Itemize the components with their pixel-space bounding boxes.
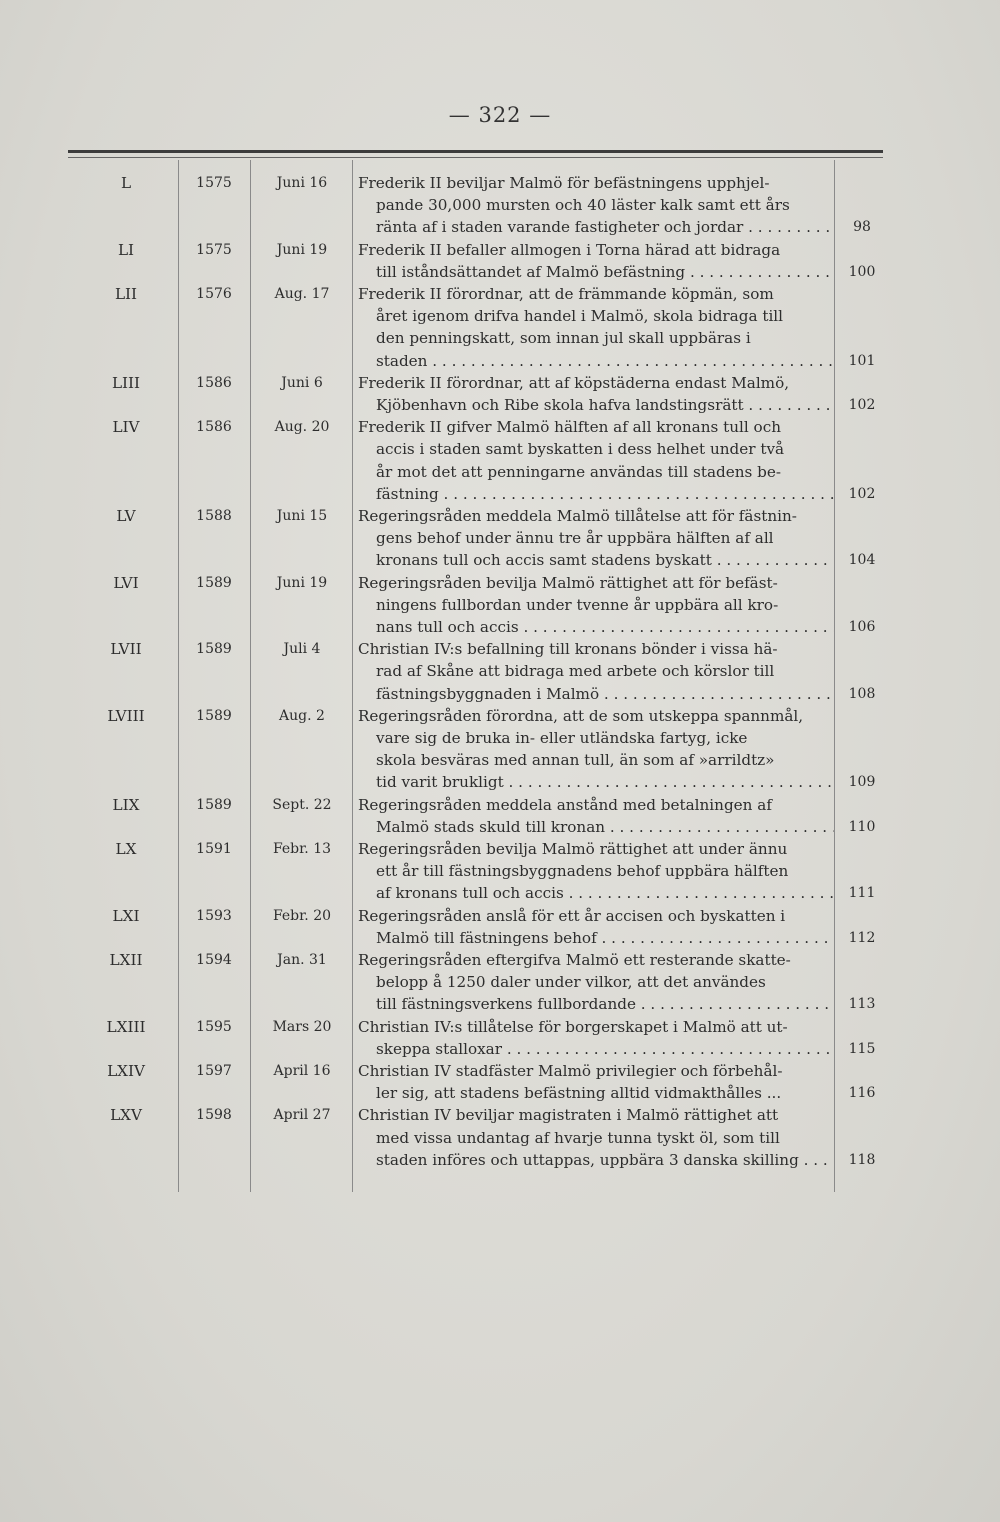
description-line: vare sig de bruka in- eller utländska fartyg, icke: [376, 729, 748, 747]
entry-description: [358, 1060, 834, 1104]
column-divider: [352, 160, 353, 1192]
description-line: Frederik II gifver Malmö hälften af all kronans tull och: [358, 418, 781, 437]
entry-number: LXII: [109, 951, 143, 969]
entry-number: LV: [116, 507, 136, 525]
description-line: pande 30,000 mursten och 40 läster kalk samt ett års: [376, 196, 790, 215]
entry-date: Juni 19: [276, 574, 328, 591]
entry-page-ref: 111: [848, 885, 876, 902]
entry-description: [358, 239, 834, 283]
entry-page-ref: 118: [848, 1151, 876, 1168]
description-line: Regeringsråden anslå för ett år accisen och byskatten i: [358, 906, 786, 925]
entry-year: 1594: [196, 952, 232, 968]
description-line: Regeringsråden bevilja Malmö rättighet att under ännu: [358, 840, 788, 858]
entry-page-ref: 98: [853, 219, 871, 236]
entry-year: 1575: [196, 175, 232, 191]
entry-date: Sept. 22: [272, 796, 332, 813]
entry-year: 1589: [196, 796, 232, 813]
entry-year: 1575: [196, 241, 232, 258]
entry-page-ref: 106: [848, 618, 876, 635]
entry-description: [358, 1016, 834, 1060]
entry-number: LVI: [113, 573, 139, 592]
description-line: nans tull och accis . . .: [358, 616, 834, 638]
entry-description: [358, 172, 834, 239]
description-line: Christian IV stadfäster Malmö privilegier och förbehål-: [358, 1062, 783, 1080]
description-line: af kronans tull och accis . . .: [358, 882, 834, 904]
entry-page-ref: 108: [848, 685, 876, 702]
description-line: fästningsbyggnaden i Malmö . . .: [358, 683, 834, 705]
entry-number: LI: [117, 240, 135, 259]
description-line: Christian IV:s befallning till kronans bönder i vissa hä-: [358, 640, 778, 659]
description-line: Frederik II befaller allmogen i Torna härad att bidraga: [358, 240, 781, 259]
description-line: staden . . .: [358, 350, 834, 372]
description-line: till iståndsättandet af Malmö befästning . . .: [358, 261, 834, 283]
description-line: fästning . . .: [358, 483, 834, 505]
description-line: Frederik II förordnar, att af köpstäderna endast Malmö,: [358, 373, 790, 392]
entry-date: Aug. 20: [274, 419, 330, 436]
entry-date: April 27: [273, 1107, 331, 1124]
entry-date: Febr. 20: [272, 907, 332, 924]
entry-description: [358, 949, 834, 1016]
entry-number: LXIII: [106, 1017, 146, 1036]
description-line: till fästningsverkens fullbordande . . .: [358, 993, 834, 1015]
entry-description: [358, 283, 834, 372]
description-line: Malmö stads skuld till kronan . . .: [358, 816, 834, 838]
entry-date: Juni 6: [281, 374, 323, 391]
description-line: skola besväras med annan tull, än som af »arrildtz»: [376, 751, 775, 770]
description-line: skeppa stalloxar . . .: [358, 1038, 834, 1060]
description-line: Christian IV beviljar magistraten i Malmö rättighet att: [358, 1106, 779, 1125]
page-number: — 322 —: [448, 103, 552, 127]
entry-date: Aug. 17: [274, 286, 330, 302]
description-line: Regeringsråden förordna, att de som utskeppa spannmål,: [358, 706, 804, 725]
entry-number: L: [120, 174, 132, 192]
description-line: Regeringsråden eftergifva Malmö ett resterande skatte-: [358, 951, 791, 969]
entry-date: Juni 16: [276, 175, 328, 191]
entry-number: LIII: [111, 373, 141, 392]
entry-date: Jan. 31: [277, 952, 327, 968]
entry-number: LXIV: [107, 1062, 145, 1080]
description-line: staden införes och uttappas, uppbära 3 danska skilling . . .: [358, 1149, 834, 1171]
entry-date: April 16: [273, 1063, 331, 1079]
description-line: Regeringsråden meddela Malmö tillåtelse att för fästnin-: [358, 507, 797, 525]
description-line: gens behof under ännu tre år uppbära hälften af all: [376, 529, 774, 548]
description-line: Christian IV:s tillåtelse för borgerskapet i Malmö att ut-: [358, 1017, 788, 1036]
entry-year: 1576: [196, 286, 232, 302]
entry-year: 1586: [196, 374, 232, 391]
entry-number: LIX: [112, 795, 140, 814]
entry-date: Juni 15: [276, 508, 328, 524]
entry-page-ref: 116: [848, 1085, 876, 1102]
entry-year: 1597: [196, 1063, 232, 1079]
description-line: Frederik II förordnar, att de främmande köpmän, som: [358, 285, 774, 303]
entry-description: [358, 794, 834, 838]
entry-page-ref: 100: [848, 263, 876, 280]
entry-year: 1595: [196, 1018, 232, 1035]
entry-number: LII: [114, 285, 138, 303]
entry-page-ref: 112: [848, 929, 876, 946]
description-line: den penningskatt, som innan jul skall uppbäras i: [376, 329, 751, 348]
description-line: Regeringsråden meddela anstånd med betalningen af: [358, 795, 772, 814]
entry-description: [358, 705, 834, 794]
entry-number: LIV: [112, 418, 140, 437]
entry-number: LXV: [110, 1106, 142, 1125]
entry-page-ref: 101: [848, 352, 876, 369]
description-line: ningens fullbordan under tvenne år uppbära all kro-: [376, 595, 779, 614]
entry-number: LXI: [112, 906, 140, 925]
entry-description: [358, 1104, 834, 1171]
description-line: året igenom drifva handel i Malmö, skola bidraga till: [376, 307, 784, 326]
entry-number: LVII: [110, 640, 142, 659]
column-divider: [250, 160, 251, 1192]
entry-date: Febr. 13: [272, 841, 332, 857]
entry-page-ref: 113: [848, 996, 876, 1013]
description-line: rad af Skåne att bidraga med arbete och körslor till: [376, 662, 775, 681]
description-line: ett år till fästningsbyggnadens behof uppbära hälften: [376, 862, 789, 881]
entry-page-ref: 109: [848, 774, 876, 791]
entry-description: [358, 372, 834, 416]
entry-date: Mars 20: [272, 1018, 332, 1035]
entry-page-ref: 102: [848, 396, 876, 413]
header-rule: [68, 150, 883, 153]
entry-description: [358, 638, 834, 705]
description-line: tid varit brukligt . . .: [358, 771, 834, 793]
entry-description: [358, 905, 834, 949]
entry-year: 1589: [196, 574, 232, 591]
entry-description: [358, 505, 834, 572]
entry-page-ref: 110: [848, 818, 876, 835]
entry-year: 1588: [196, 508, 232, 524]
entry-page-ref: 104: [848, 552, 876, 569]
entry-description: [358, 838, 834, 905]
entry-page-ref: 115: [848, 1040, 876, 1057]
entry-number: LVIII: [107, 706, 145, 725]
header-rule-thin: [68, 157, 883, 158]
description-line: med vissa undantag af hvarje tunna tyskt öl, som till: [376, 1128, 780, 1147]
entry-date: Aug. 2: [279, 707, 325, 724]
description-line: kronans tull och accis samt stadens byskatt . . .: [358, 549, 834, 571]
entry-year: 1586: [196, 419, 232, 436]
description-line: Malmö till fästningens behof . . .: [358, 927, 834, 949]
description-line: accis i staden samt byskatten i dess helhet under två: [376, 440, 785, 459]
entry-year: 1598: [196, 1107, 232, 1124]
entry-number: LX: [115, 840, 137, 858]
entry-year: 1593: [196, 907, 232, 924]
description-line: Regeringsråden bevilja Malmö rättighet att för befäst-: [358, 573, 778, 592]
description-line: Frederik II beviljar Malmö för befästningens upphjel-: [358, 174, 770, 192]
description-line: Kjöbenhavn och Ribe skola hafva landstingsrätt . . .: [358, 394, 834, 416]
entry-description: [358, 572, 834, 639]
entry-date: Juni 19: [276, 241, 328, 258]
column-divider: [834, 160, 835, 1192]
entry-description: [358, 416, 834, 505]
entry-year: 1589: [196, 707, 232, 724]
entry-page-ref: 102: [848, 485, 876, 502]
entry-year: 1591: [196, 841, 232, 857]
entry-year: 1589: [196, 641, 232, 658]
description-line: belopp å 1250 daler under vilkor, att det användes: [376, 973, 766, 992]
description-line: ränta af i staden varande fastigheter och jordar . . .: [358, 216, 834, 238]
entry-date: Juli 4: [283, 641, 321, 658]
description-line: ler sig, att stadens befästning alltid vidmakthålles ...: [376, 1084, 782, 1103]
description-line: år mot det att penningarne användas till stadens be-: [376, 462, 781, 481]
